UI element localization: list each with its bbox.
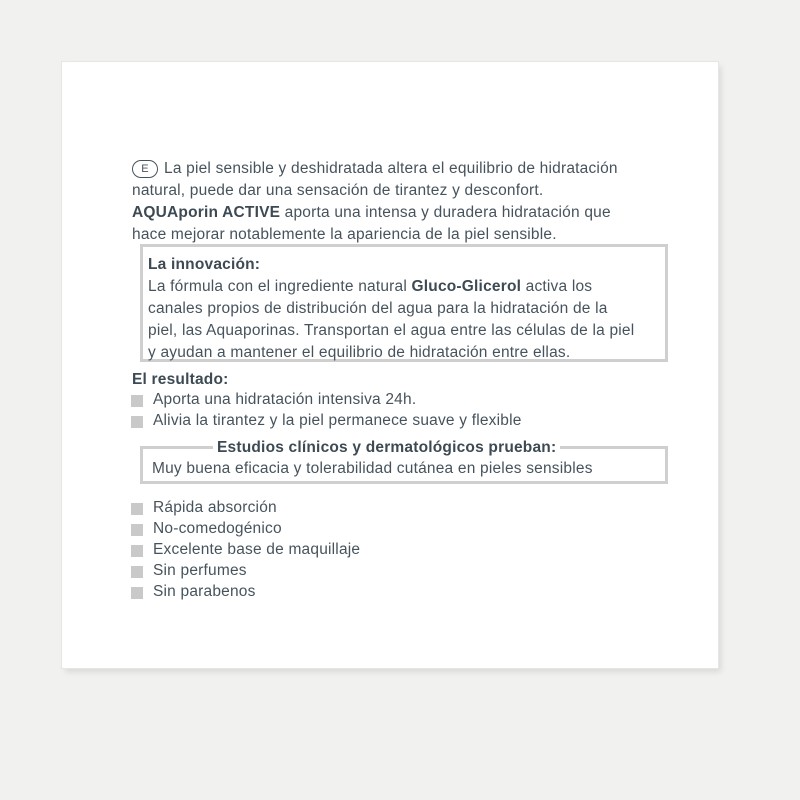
innovation-line-2: canales propios de distribución del agua para la hidratación de la bbox=[148, 300, 608, 317]
brand-name: AQUAporin ACTIVE bbox=[132, 204, 281, 221]
intro-line-2: natural, puede dar una sensación de tirantez y desconfort. bbox=[132, 182, 544, 199]
innovation-line-3: piel, las Aquaporinas. Transportan el agua entre las células de la piel bbox=[148, 322, 635, 339]
bullet-square-icon bbox=[131, 416, 143, 428]
feature-item: No-comedogénico bbox=[153, 520, 282, 537]
result-heading: El resultado: bbox=[132, 371, 229, 388]
studies-text: Muy buena eficacia y tolerabilidad cutánea en pieles sensibles bbox=[152, 460, 593, 477]
intro-line-4: hace mejorar notablemente la apariencia de la piel sensible. bbox=[132, 226, 557, 243]
bullet-square-icon bbox=[131, 566, 143, 578]
innovation-line-1 bbox=[148, 276, 592, 297]
feature-item: Excelente base de maquillaje bbox=[153, 541, 361, 558]
bullet-square-icon bbox=[131, 395, 143, 407]
feature-item: Sin perfumes bbox=[153, 562, 247, 579]
language-badge: E bbox=[132, 160, 158, 178]
intro-text-3: aporta una intensa y duradera hidratación que bbox=[280, 204, 611, 221]
bullet-square-icon bbox=[131, 545, 143, 557]
feature-item: Rápida absorción bbox=[153, 499, 277, 516]
innovation-line-4: y ayudan a mantener el equilibrio de hidratación entre ellas. bbox=[148, 344, 571, 361]
bullet-square-icon bbox=[131, 587, 143, 599]
intro-line-1 bbox=[132, 158, 618, 179]
studies-heading: Estudios clínicos y dermatológicos prueban: bbox=[217, 439, 557, 456]
bullet-square-icon bbox=[131, 503, 143, 515]
result-item: Alivia la tirantez y la piel permanece suave y flexible bbox=[153, 412, 522, 429]
intro-text-1: La piel sensible y deshidratada altera el equilibrio de hidratación bbox=[164, 160, 618, 177]
result-item: Aporta una hidratación intensiva 24h. bbox=[153, 391, 417, 408]
innovation-text-1b: activa los bbox=[521, 278, 593, 295]
intro-line-3 bbox=[132, 202, 611, 223]
innovation-heading: La innovación: bbox=[148, 256, 261, 273]
innovation-text-1a: La fórmula con el ingrediente natural bbox=[148, 278, 412, 295]
bullet-square-icon bbox=[131, 524, 143, 536]
ingredient-name: Gluco-Glicerol bbox=[411, 278, 522, 295]
feature-item: Sin parabenos bbox=[153, 583, 256, 600]
